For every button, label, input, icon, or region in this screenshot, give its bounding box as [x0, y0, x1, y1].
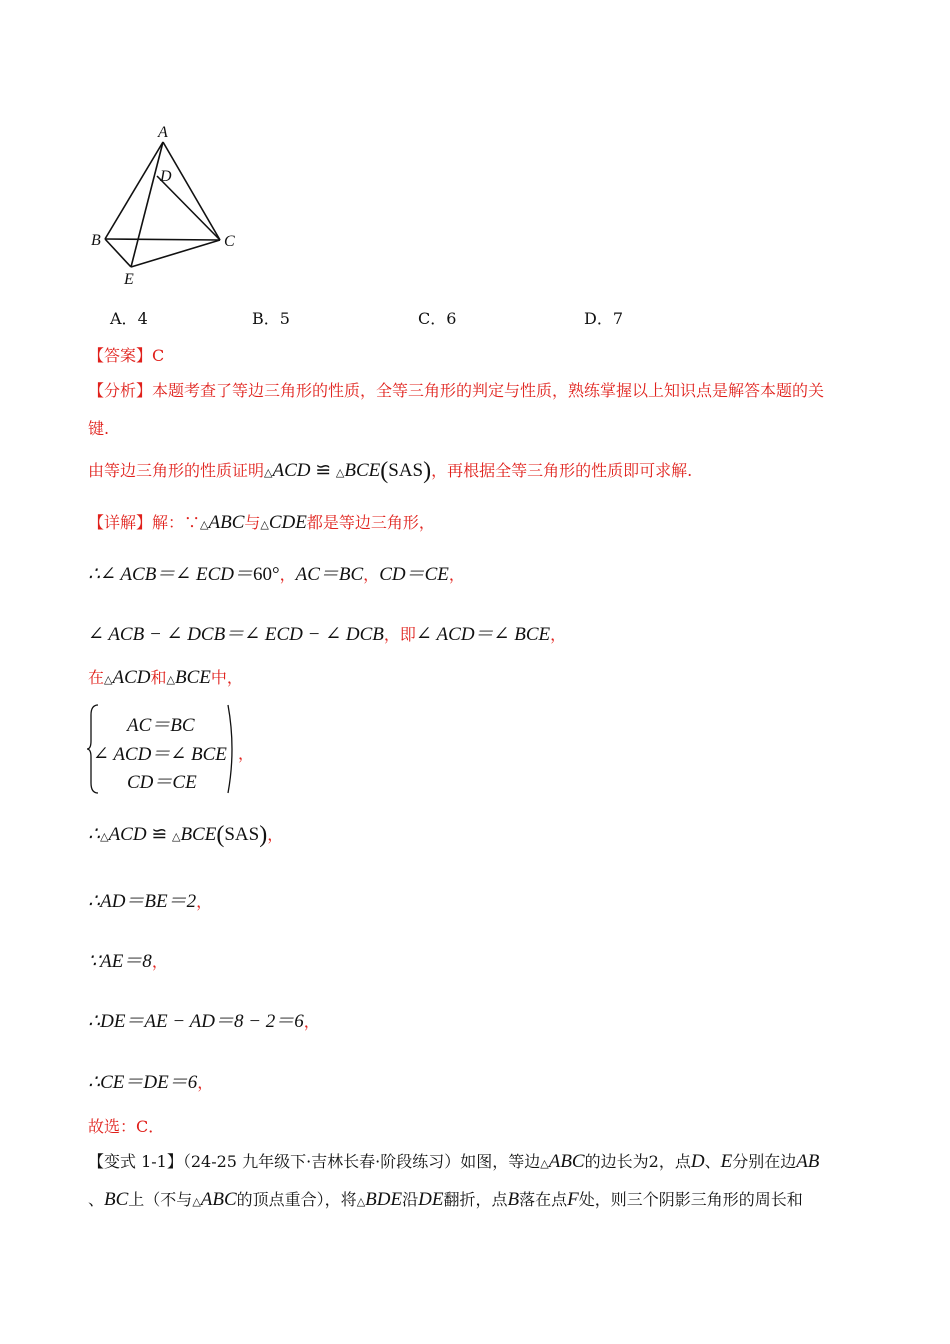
step-3: 在△ACD和△BCE中，	[88, 667, 243, 688]
analysis-line-3: 由等边三角形的性质证明△ACD ≌ △BCE(SAS)，再根据全等三角形的性质即可求解.	[88, 458, 693, 484]
step-6: ∵AE＝8，	[88, 951, 168, 972]
system-row-2: ∠ ACD＝∠ BCE	[93, 744, 227, 765]
system-row-1: AC＝BC	[127, 715, 195, 736]
variant-line-1: 【变式 1-1】（24-25 九年级下·吉林长春·阶段练习）如图，等边△ABC的边长为2，点D、E分别在边AB	[88, 1151, 820, 1172]
analysis-line-2: 键.	[88, 419, 110, 438]
system-row-3: CD＝CE	[127, 772, 197, 793]
answer-line: 【答案】C	[88, 346, 165, 365]
label-c: C	[224, 233, 235, 250]
detail-line: 【详解】解：∵△ABC与△CDE都是等边三角形，	[88, 512, 435, 533]
segment-ab	[105, 142, 163, 239]
triangle-figure	[80, 115, 260, 295]
step-4: ∴△ACD ≌ △BCE(SAS)，	[88, 822, 284, 848]
label-b: B	[91, 232, 101, 249]
segment-be	[105, 239, 131, 267]
label-d: D	[160, 168, 172, 185]
step-2: ∠ ACB − ∠ DCB＝∠ ECD − ∠ DCB，即∠ ACD＝∠ BCE，	[88, 624, 567, 645]
step-7: ∴DE＝AE − AD＝8 − 2＝6，	[88, 1011, 320, 1032]
analysis-line-1: 【分析】本题考查了等边三角形的性质，全等三角形的判定与性质，熟练掌握以上知识点是解答本题的关	[88, 381, 825, 400]
step-5: ∴AD＝BE＝2，	[88, 891, 213, 912]
choice-b: B．5	[252, 309, 290, 328]
step-1: ∴∠ ACB＝∠ ECD＝60°，AC＝BC，CD＝CE，	[88, 564, 465, 585]
segment-bc	[105, 239, 220, 240]
segment-ae	[131, 142, 163, 267]
choice-d: D．7	[584, 309, 624, 328]
system-paren-right	[226, 703, 238, 795]
label-a: A	[158, 124, 168, 141]
conclusion-line: 故选：C．	[88, 1117, 165, 1136]
label-e: E	[124, 271, 134, 288]
choice-a: A．4	[110, 309, 148, 328]
step-8: ∴CE＝DE＝6，	[88, 1072, 214, 1093]
system-trailing-comma: ，	[238, 744, 255, 763]
variant-line-2: 、BC上（不与△ABC的顶点重合），将△BDE沿DE翻折，点B落在点F处，则三个阴影三角形的周长和	[88, 1189, 803, 1210]
choice-c: C．6	[418, 309, 457, 328]
segment-ce	[131, 240, 220, 267]
